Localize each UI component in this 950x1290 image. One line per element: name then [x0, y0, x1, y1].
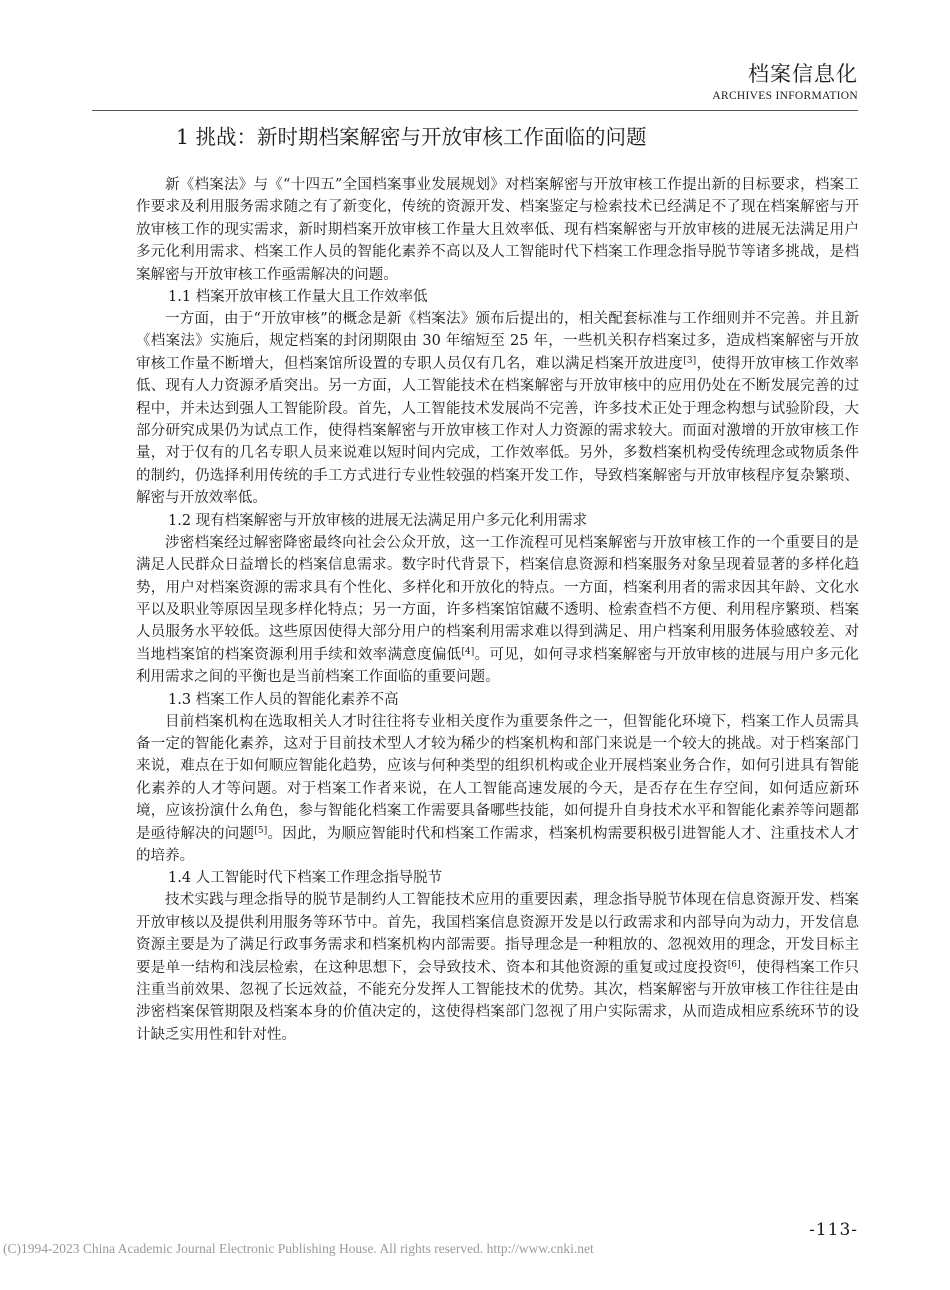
- copyright-notice: (C)1994-2023 China Academic Journal Electronic Publishing House. All rights reserved. http://www.cnki.net: [3, 1241, 594, 1256]
- subsection-paragraph-1-4: 技术实践与理念指导的脱节是制约人工智能技术应用的重要因素，理念指导脱节体现在信息资源开发、档案开放审核以及提供利用服务等环节中。首先，我国档案信息资源开发是以行政需求和内部导向为动力，开发信息资源主要是为了满足行政事务需求和档案机构内部需要。指导理念是一种粗放的、忽视效用的理念，开发目标主要是单一结构和浅层检索，在这种思想下，会导致技术、资本和其他资源的重复或过度投资[6]，使得档案工作只注重当前效果、忽视了长远效益，不能充分发挥人工智能技术的优势。其次，档案解密与开放审核工作往往是由涉密档案保管期限及档案本身的价值决定的，这使得档案部门忽视了用户实际需求，从而造成相应系统环节的设计缺乏实用性和针对性。: [136, 892, 860, 1043]
- section-intro-paragraph: 新《档案法》与《“十四五”全国档案事业发展规划》对档案解密与开放审核工作提出新的目标要求，档案工作要求及利用服务需求随之有了新变化，传统的资源开发、档案鉴定与检索技术已经满足不了现在档案解密与开放审核工作的现实需求，新时期档案开放审核工作量大且效率低、现有档案解密与开放审核的进展无法满足用户多元化利用需求、档案工作人员的智能化素养不高以及人工智能时代下档案工作理念指导脱节等诸多挑战，是档案解密与开放审核工作亟需解决的问题。: [136, 177, 859, 283]
- subsection-heading-1-4: 1.4 人工智能时代下档案工作理念指导脱节: [168, 870, 443, 887]
- journal-title-en: ARCHIVES INFORMATION: [712, 90, 858, 102]
- subsection-heading-1-3: 1.3 档案工作人员的智能化素养不高: [168, 691, 399, 708]
- subsection-paragraph-1-1: 一方面，由于“开放审核”的概念是新《档案法》颁布后提出的，相关配套标准与工作细则并不完善。并且新《档案法》实施后，规定档案的封闭期限由 30 年缩短至 25 年，一些机关积存档案过多，造成档案解密与开放审核工作量不断增大，但档案馆所设置的专职人员仅有几名，难以满足档案开放进度[3]，使得开放审核工作效率低、现有人力资源矛盾突出。另一方面，人工智能技术在档案解密与开放审核中的应用仍处在不断发展完善的过程中，并未达到强人工智能阶段。首先，人工智能技术发展尚不完善，许多技术正处于理念构想与试验阶段，大部分研究成果仍为试点工作，使得档案解密与开放审核工作对人力资源的需求较大。而面对激增的开放审核工作量，对于仅有的几名专职人员来说难以短时间内完成，工作效率低。另外，多数档案机构受传统理念或物质条件的制约，仍选择利用传统的手工方式进行专业性较强的档案开发工作，导致档案解密与开放审核程序复杂繁琐、解密与开放效率低。: [136, 311, 859, 507]
- subsection-heading-1-1: 1.1 档案开放审核工作量大且工作效率低: [168, 289, 428, 306]
- citation-ref[interactable]: [6]: [727, 959, 741, 970]
- citation-ref[interactable]: [4]: [461, 646, 475, 657]
- section-title: 1 挑战：新时期档案解密与开放审核工作面临的问题: [176, 125, 647, 149]
- citation-ref[interactable]: [5]: [254, 825, 268, 836]
- page-number: -113-: [809, 1220, 858, 1240]
- citation-ref[interactable]: [3]: [683, 355, 697, 366]
- subsection-paragraph-1-3: 目前档案机构在选取相关人才时往往将专业相关度作为重要条件之一，但智能化环境下，档案工作人员需具备一定的智能化素养，这对于目前技术型人才较为稀少的档案机构和部门来说是一个较大的挑战。对于档案部门来说，难点在于如何顺应智能化趋势，应该与何种类型的组织机构或企业开展档案业务合作，如何引进具有智能化素养的人才等问题。对于档案工作者来说，在人工智能高速发展的今天，是否存在生存空间，如何适应新环境，应该扮演什么角色，参与智能化档案工作需要具备哪些技能，如何提升自身技术水平和智能化素养等问题都是亟待解决的问题[5]。因此，为顺应智能时代和档案工作需求，档案机构需要积极引进智能人才、注重技术人才的培养。: [136, 713, 860, 864]
- subsection-paragraph-1-2: 涉密档案经过解密降密最终向社会公众开放，这一工作流程可见档案解密与开放审核工作的一个重要目的是满足人民群众日益增长的档案信息需求。数字时代背景下，档案信息资源和档案服务对象呈现着显著的多样化趋势，用户对档案资源的需求具有个性化、多样化和开放化的特点。一方面，档案利用者的需求因其年龄、文化水平以及职业等原因呈现多样化特点；另一方面，许多档案馆馆藏不透明、检索查档不方便、利用程序繁琐、档案人员服务水平较低。这些原因使得大部分用户的档案利用需求难以得到满足、用户档案利用服务体验感较差、对当地档案馆的档案资源利用手续和效率满意度偏低[4]。可见，如何寻求档案解密与开放审核的进展与用户多元化利用需求之间的平衡也是当前档案工作面临的重要问题。: [136, 534, 859, 686]
- journal-title-cn: 档案信息化: [748, 62, 858, 86]
- header-rule: [92, 110, 858, 111]
- subsection-heading-1-2: 1.2 现有档案解密与开放审核的进展无法满足用户多元化利用需求: [168, 512, 588, 529]
- journal-header: [712, 60, 858, 102]
- article-body: [136, 120, 859, 1046]
